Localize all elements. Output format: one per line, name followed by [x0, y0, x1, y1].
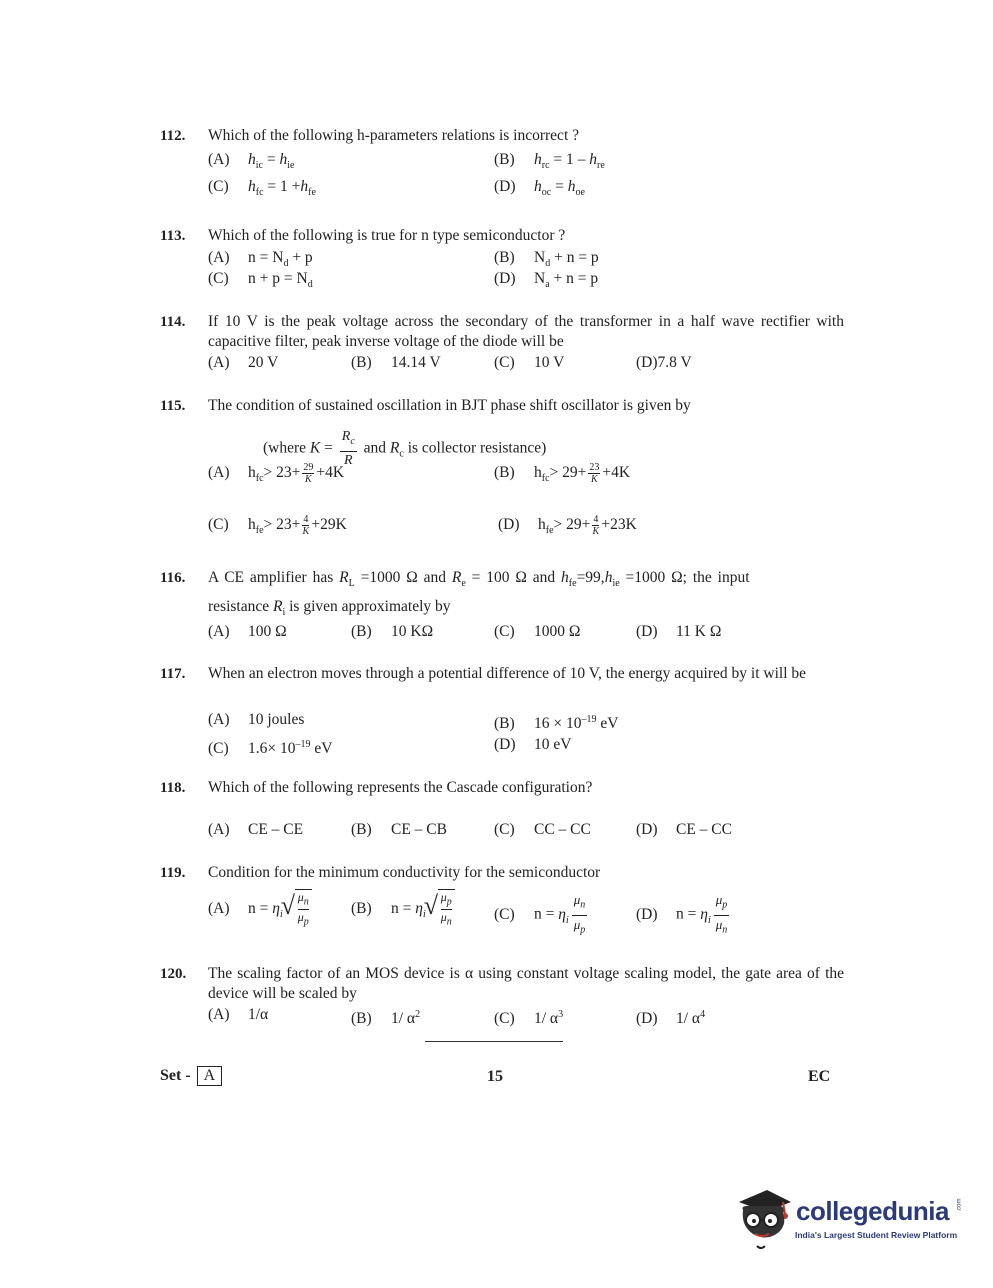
page-number: 15	[487, 1068, 503, 1085]
question-text: The scaling factor of an MOS device is α using constant voltage scaling model, the gate area of the device will be scaled by	[208, 965, 844, 1002]
question-number: 113.	[160, 228, 186, 244]
question-number: 114.	[160, 314, 186, 330]
question-text: A CE amplifier has $R_L =1000$ Ω and $R_e = 100$ Ω and $h_{fe}=99,h_{ie} =1000$ Ω; the input	[208, 569, 750, 590]
question-number: 117.	[160, 666, 186, 682]
set-box: A	[197, 1066, 223, 1086]
question-text: Which of the following is true for n type semiconductor ?	[208, 227, 566, 244]
logo-tagline: India's Largest Student Review Platform	[795, 1230, 958, 1240]
question-number: 116.	[160, 570, 186, 586]
end-divider	[425, 1041, 563, 1042]
mascot-icon	[733, 1184, 795, 1254]
question-text: Which of the following h-parameters relations is incorrect ?	[208, 127, 580, 144]
question-text: The condition of sustained oscillation in BJT phase shift oscillator is given by	[208, 397, 691, 414]
question-text: Condition for the minimum conductivity for the semiconductor	[208, 864, 601, 881]
question-number: 115.	[160, 398, 186, 414]
set-indicator: Set - A	[160, 1066, 222, 1086]
question-number: 112.	[160, 128, 186, 144]
logo-name: collegedunia	[796, 1196, 949, 1226]
question-text: If 10 V is the peak voltage across the secondary of the transformer in a half wave rectifier with capacitive filter, peak inverse voltage of the diode will be	[208, 313, 844, 350]
question-number: 119.	[160, 865, 186, 881]
question-text: Which of the following represents the Cascade configuration?	[208, 779, 593, 796]
collegedunia-logo	[733, 1184, 963, 1254]
question-number: 118.	[160, 780, 186, 796]
subject-code: EC	[808, 1068, 831, 1085]
logo-com: .com	[956, 1198, 963, 1212]
question-number: 120.	[160, 966, 187, 982]
question-text: When an electron moves through a potential difference of 10 V, the energy acquired by it will be	[208, 665, 806, 682]
